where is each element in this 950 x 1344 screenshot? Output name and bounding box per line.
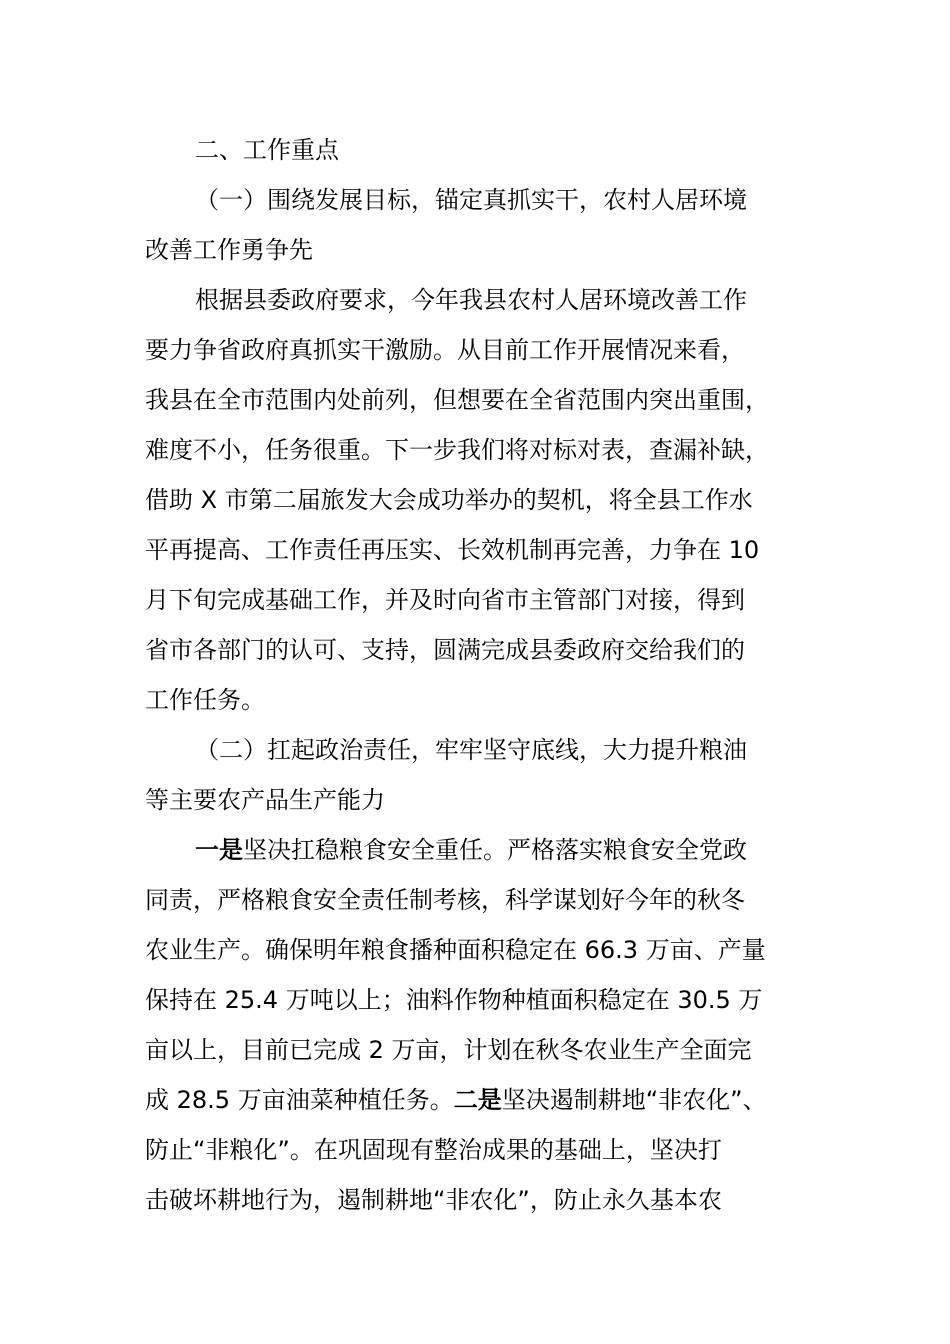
paragraph-line: [195, 283, 747, 317]
paragraph-line: [145, 933, 766, 967]
paragraph-text: 平再提高、工作责任再压实、长效机制再完善，力争在 10: [145, 536, 760, 564]
paragraph-line: [145, 583, 745, 617]
paragraph-text: 亩以上，目前已完成 2 万亩，计划在秋冬农业生产全面完: [145, 1036, 752, 1064]
subheading-line: [145, 233, 313, 267]
paragraph-text: 坚决扛稳粮食安全重任。严格落实粮食安全党政: [243, 836, 747, 864]
paragraph-text: 坚决遏制耕地“非农化”、: [501, 1086, 767, 1114]
paragraph-line: [145, 383, 769, 417]
paragraph-line: [145, 683, 265, 717]
paragraph-line: [145, 533, 759, 567]
paragraph-text: 击破坏耕地行为，遏制耕地“非农化”，防止永久基本农: [145, 1186, 722, 1214]
paragraph-line: [145, 433, 769, 467]
subheading-text: （一）围绕发展目标，锚定真抓实干，农村人居环境: [195, 186, 747, 214]
paragraph-text: 难度不小，任务很重。下一步我们将对标对表，查漏补缺，: [145, 436, 769, 464]
paragraph-line: [145, 883, 745, 917]
paragraph-text: 省市各部门的认可、支持，圆满完成县委政府交给我们的: [145, 636, 745, 664]
heading-text: 二、工作重点: [195, 136, 339, 164]
paragraph-line: [145, 1083, 767, 1117]
subheading-text: 等主要农产品生产能力: [145, 786, 385, 814]
paragraph-text: 要力争省政府真抓实干激励。从目前工作开展情况来看，: [145, 336, 745, 364]
paragraph-text: 工作任务。: [145, 686, 265, 714]
paragraph-line: [195, 833, 747, 867]
subheading-line: [195, 183, 747, 217]
paragraph-line: [145, 333, 745, 367]
paragraph-text: 防止“非粮化”。在巩固现有整治成果的基础上，坚决打: [145, 1136, 722, 1164]
bold-lead-text: 一是: [195, 836, 243, 864]
paragraph-text: 根据县委政府要求，今年我县农村人居环境改善工作: [195, 286, 747, 314]
paragraph-line: [145, 1033, 752, 1067]
paragraph-line: [145, 983, 762, 1017]
subheading-line: [145, 783, 385, 817]
subheading-line: [195, 733, 747, 767]
paragraph-text: 同责，严格粮食安全责任制考核，科学谋划好今年的秋冬: [145, 886, 745, 914]
bold-lead-text: 二是: [453, 1086, 502, 1114]
paragraph-text: 成 28.5 万亩油菜种植任务。: [145, 1086, 454, 1114]
paragraph-line: [145, 483, 753, 517]
paragraph-text: 月下旬完成基础工作，并及时向省市主管部门对接，得到: [145, 586, 745, 614]
paragraph-line: [145, 1133, 722, 1167]
subheading-text: 改善工作勇争先: [145, 236, 313, 264]
section-heading: [195, 133, 339, 167]
paragraph-text: 保持在 25.4 万吨以上；油料作物种植面积稳定在 30.5 万: [145, 986, 763, 1014]
paragraph-line: [145, 1183, 722, 1217]
paragraph-text: 农业生产。确保明年粮食播种面积稳定在 66.3 万亩、产量: [145, 936, 766, 964]
paragraph-text: 借助 X 市第二届旅发大会成功举办的契机，将全县工作水: [145, 486, 753, 514]
paragraph-line: [145, 633, 745, 667]
paragraph-text: 我县在全市范围内处前列，但想要在全省范围内突出重围，: [145, 386, 769, 414]
subheading-text: （二）扛起政治责任，牢牢坚守底线，大力提升粮油: [195, 736, 747, 764]
